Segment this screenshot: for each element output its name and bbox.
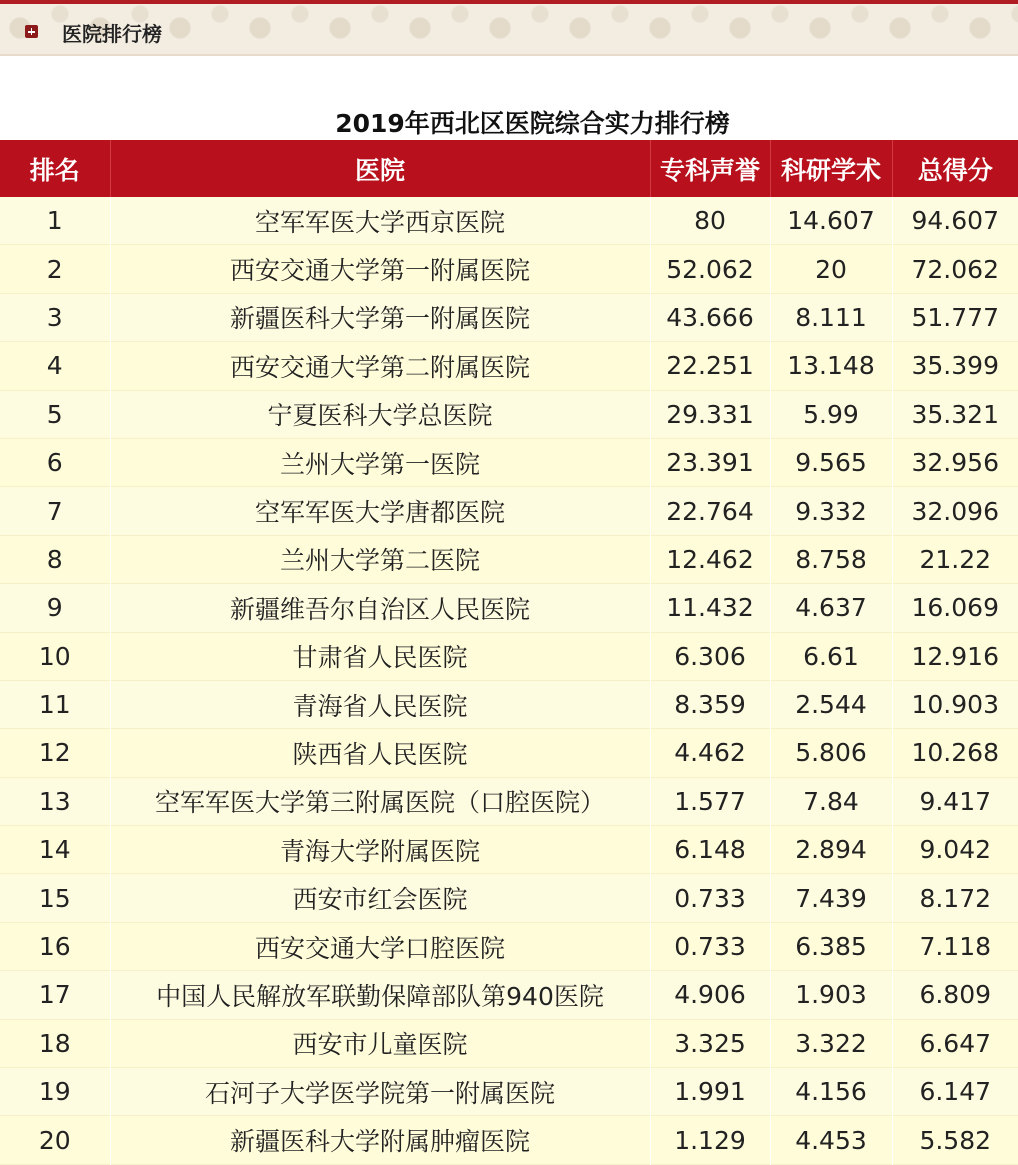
rank-cell: 1	[0, 197, 110, 245]
table-row	[0, 1116, 1018, 1164]
hospital-name-cell: 兰州大学第一医院	[110, 438, 650, 486]
total-score-cell: 35.321	[892, 390, 1018, 438]
research-cell: 4.637	[770, 584, 892, 632]
total-score-cell: 6.647	[892, 1019, 1018, 1067]
rank-cell: 17	[0, 971, 110, 1019]
hospital-name-cell: 西安市红会医院	[110, 874, 650, 922]
research-cell: 9.332	[770, 487, 892, 535]
table-row	[0, 729, 1018, 777]
expand-plus-icon[interactable]	[25, 25, 38, 38]
research-cell: 4.156	[770, 1068, 892, 1116]
top-red-rule	[0, 0, 1018, 4]
research-cell: 1.903	[770, 971, 892, 1019]
table-row	[0, 197, 1018, 245]
hospital-name-cell: 宁夏医科大学总医院	[110, 390, 650, 438]
table-row	[0, 487, 1018, 535]
research-cell: 4.453	[770, 1116, 892, 1164]
specialty-reputation-cell: 3.325	[650, 1019, 770, 1067]
hospital-name-cell: 空军军医大学西京医院	[110, 197, 650, 245]
table-row	[0, 632, 1018, 680]
hospital-name-cell: 新疆维吾尔自治区人民医院	[110, 584, 650, 632]
table-row	[0, 293, 1018, 341]
hospital-name-cell: 新疆医科大学附属肿瘤医院	[110, 1116, 650, 1164]
research-cell: 2.894	[770, 826, 892, 874]
research-cell: 6.61	[770, 632, 892, 680]
rank-cell: 2	[0, 245, 110, 293]
research-cell: 8.111	[770, 293, 892, 341]
total-score-cell: 21.22	[892, 535, 1018, 583]
table-row	[0, 438, 1018, 486]
table-row	[0, 390, 1018, 438]
specialty-reputation-cell: 1.991	[650, 1068, 770, 1116]
rank-cell: 8	[0, 535, 110, 583]
specialty-reputation-cell: 22.764	[650, 487, 770, 535]
total-score-cell: 72.062	[892, 245, 1018, 293]
specialty-reputation-cell: 6.306	[650, 632, 770, 680]
total-score-cell: 12.916	[892, 632, 1018, 680]
rank-cell: 5	[0, 390, 110, 438]
research-cell: 13.148	[770, 342, 892, 390]
specialty-reputation-cell: 0.733	[650, 922, 770, 970]
total-score-cell: 6.809	[892, 971, 1018, 1019]
specialty-reputation-cell: 8.359	[650, 680, 770, 728]
specialty-reputation-cell: 1.577	[650, 777, 770, 825]
research-cell: 9.565	[770, 438, 892, 486]
rank-cell: 14	[0, 826, 110, 874]
rank-cell: 4	[0, 342, 110, 390]
total-score-cell: 7.118	[892, 922, 1018, 970]
table-row	[0, 584, 1018, 632]
research-cell: 2.544	[770, 680, 892, 728]
total-score-cell: 51.777	[892, 293, 1018, 341]
rank-cell: 19	[0, 1068, 110, 1116]
table-row	[0, 922, 1018, 970]
rank-cell: 6	[0, 438, 110, 486]
research-cell: 5.806	[770, 729, 892, 777]
total-score-cell: 9.042	[892, 826, 1018, 874]
specialty-reputation-cell: 80	[650, 197, 770, 245]
hospital-name-cell: 兰州大学第二医院	[110, 535, 650, 583]
rank-cell: 18	[0, 1019, 110, 1067]
table-row	[0, 1068, 1018, 1116]
specialty-reputation-cell: 23.391	[650, 438, 770, 486]
specialty-reputation-cell: 0.733	[650, 874, 770, 922]
rank-cell: 16	[0, 922, 110, 970]
rank-cell: 10	[0, 632, 110, 680]
total-score-cell: 10.268	[892, 729, 1018, 777]
hospital-name-cell: 青海省人民医院	[110, 680, 650, 728]
section-title[interactable]: 医院排行榜	[62, 22, 162, 46]
hospital-name-cell: 西安市儿童医院	[110, 1019, 650, 1067]
table-header-row	[0, 140, 1018, 197]
research-cell: 3.322	[770, 1019, 892, 1067]
ranking-table	[0, 140, 1018, 1165]
section-header-bar	[0, 0, 1018, 56]
hospital-name-cell: 空军军医大学唐都医院	[110, 487, 650, 535]
table-row	[0, 342, 1018, 390]
rank-cell: 15	[0, 874, 110, 922]
specialty-reputation-cell: 52.062	[650, 245, 770, 293]
rank-cell: 12	[0, 729, 110, 777]
research-cell: 7.84	[770, 777, 892, 825]
hospital-name-cell: 石河子大学医学院第一附属医院	[110, 1068, 650, 1116]
hospital-name-cell: 空军军医大学第三附属医院（口腔医院）	[110, 777, 650, 825]
rank-cell: 3	[0, 293, 110, 341]
table-title: 2019年西北区医院综合实力排行榜	[335, 109, 730, 138]
table-row	[0, 826, 1018, 874]
hospital-name-cell: 甘肃省人民医院	[110, 632, 650, 680]
total-score-cell: 94.607	[892, 197, 1018, 245]
column-header-rank: 排名	[0, 140, 110, 197]
hospital-name-cell: 西安交通大学第二附属医院	[110, 342, 650, 390]
hospital-name-cell: 西安交通大学口腔医院	[110, 922, 650, 970]
hospital-name-cell: 西安交通大学第一附属医院	[110, 245, 650, 293]
table-row	[0, 971, 1018, 1019]
specialty-reputation-cell: 1.129	[650, 1116, 770, 1164]
research-cell: 20	[770, 245, 892, 293]
total-score-cell: 35.399	[892, 342, 1018, 390]
table-row	[0, 245, 1018, 293]
total-score-cell: 10.903	[892, 680, 1018, 728]
total-score-cell: 8.172	[892, 874, 1018, 922]
hospital-name-cell: 陕西省人民医院	[110, 729, 650, 777]
hospital-name-cell: 青海大学附属医院	[110, 826, 650, 874]
research-cell: 7.439	[770, 874, 892, 922]
specialty-reputation-cell: 11.432	[650, 584, 770, 632]
rank-cell: 11	[0, 680, 110, 728]
hospital-name-cell: 中国人民解放军联勤保障部队第940医院	[110, 971, 650, 1019]
column-header-research: 科研学术	[770, 140, 892, 197]
total-score-cell: 9.417	[892, 777, 1018, 825]
rank-cell: 9	[0, 584, 110, 632]
specialty-reputation-cell: 43.666	[650, 293, 770, 341]
specialty-reputation-cell: 4.462	[650, 729, 770, 777]
total-score-cell: 32.096	[892, 487, 1018, 535]
column-header-specialty-reputation: 专科声誉	[650, 140, 770, 197]
rank-cell: 7	[0, 487, 110, 535]
research-cell: 14.607	[770, 197, 892, 245]
table-row	[0, 1019, 1018, 1067]
research-cell: 5.99	[770, 390, 892, 438]
table-body	[0, 197, 1018, 1164]
column-header-total-score: 总得分	[892, 140, 1018, 197]
total-score-cell: 32.956	[892, 438, 1018, 486]
research-cell: 6.385	[770, 922, 892, 970]
specialty-reputation-cell: 4.906	[650, 971, 770, 1019]
rank-cell: 13	[0, 777, 110, 825]
total-score-cell: 5.582	[892, 1116, 1018, 1164]
specialty-reputation-cell: 6.148	[650, 826, 770, 874]
table-row	[0, 680, 1018, 728]
research-cell: 8.758	[770, 535, 892, 583]
rank-cell: 20	[0, 1116, 110, 1164]
table-row	[0, 874, 1018, 922]
specialty-reputation-cell: 12.462	[650, 535, 770, 583]
table-row	[0, 535, 1018, 583]
specialty-reputation-cell: 29.331	[650, 390, 770, 438]
specialty-reputation-cell: 22.251	[650, 342, 770, 390]
column-header-hospital: 医院	[110, 140, 650, 197]
hospital-name-cell: 新疆医科大学第一附属医院	[110, 293, 650, 341]
total-score-cell: 16.069	[892, 584, 1018, 632]
total-score-cell: 6.147	[892, 1068, 1018, 1116]
table-row	[0, 777, 1018, 825]
